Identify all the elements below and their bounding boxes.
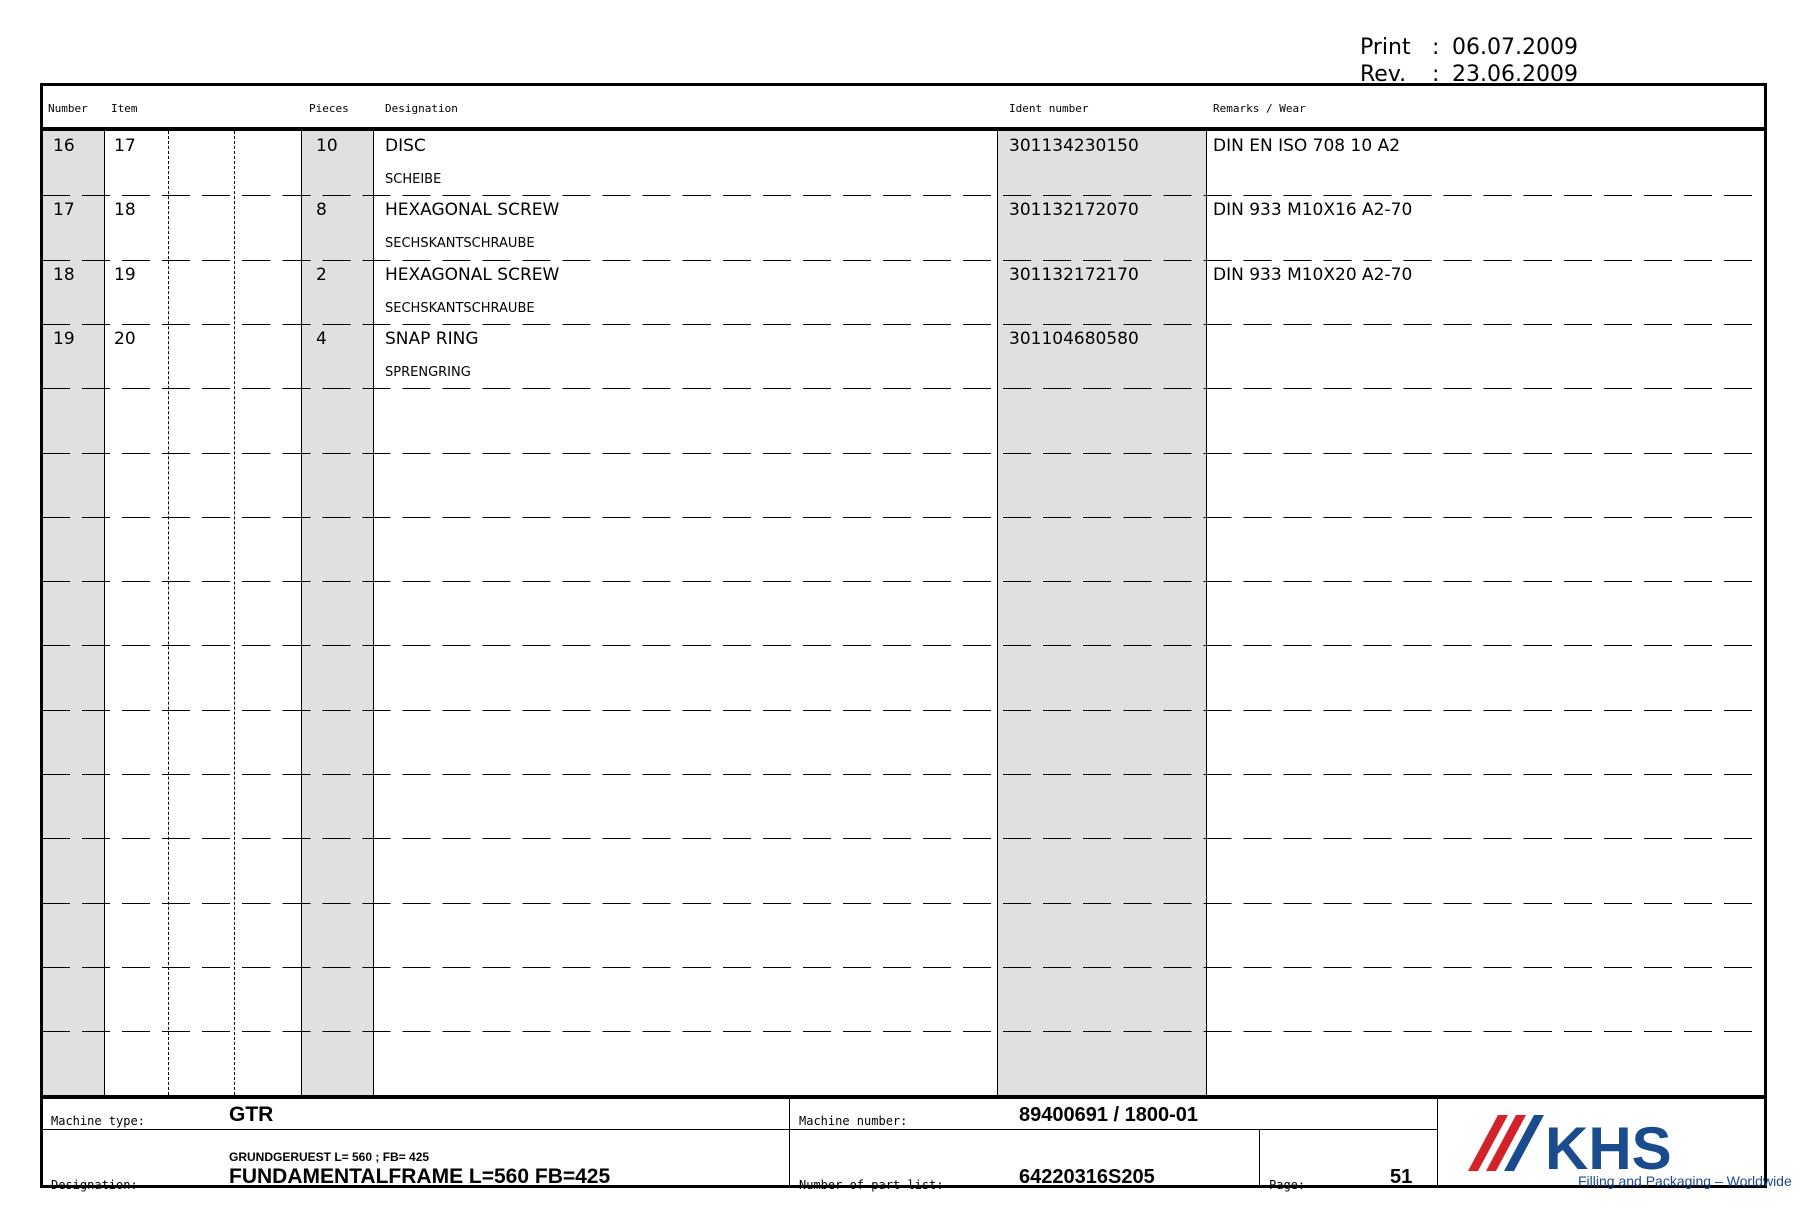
cell-ident: 301132172070 [1009,200,1139,221]
cell-remarks: DIN 933 M10X16 A2-70 [1213,200,1413,221]
header-remarks: Remarks / Wear [1213,102,1306,115]
cell-item: 19 [114,264,136,285]
machine-type-value: GTR [229,1103,274,1126]
designation-german: GRUNDGERUEST L= 560 ; FB= 425 [229,1150,430,1164]
header-designation: Designation [385,102,458,115]
cell-number: 16 [53,136,75,156]
machine-type-label: Machine type: [51,1114,145,1128]
header-item: Item [111,102,138,115]
print-date: 06.07.2009 [1452,35,1578,60]
row-separator [43,774,1758,775]
cell-ident: 301132172170 [1009,264,1139,285]
machine-number-label: Machine number: [799,1114,908,1128]
row-separator [43,838,1758,839]
cell-pieces: 2 [316,264,327,285]
print-info: Print : 06.07.2009 Rev. : 23.06.2009 [1360,35,1578,87]
cell-ident: 301104680580 [1009,328,1139,349]
part-list-value: 64220316S205 [1019,1166,1155,1188]
table-body [43,131,1764,1095]
cell-pieces: 10 [316,136,338,156]
page-label: Page: [1269,1178,1306,1192]
cell-pieces: 4 [316,328,327,349]
parts-list-frame [40,83,1792,1192]
cell-designation-german: SECHSKANTSCHRAUBE [385,236,535,252]
cell-ident: 301134230150 [1009,136,1139,156]
part-list-label: Number of part list: [799,1178,944,1192]
table-header [43,86,1764,131]
rev-label: Rev. [1360,62,1407,87]
cell-item: 20 [114,328,136,349]
cell-item: 18 [114,200,136,221]
page-value: 51 [1390,1166,1413,1188]
table-row [43,260,1764,324]
cell-remarks: DIN 933 M10X20 A2-70 [1213,264,1413,285]
table-row [43,131,1764,195]
print-label: Print [1360,35,1411,60]
table-row [43,195,1764,259]
row-separator [43,710,1758,711]
header-ident-number: Ident number [1009,102,1089,115]
khs-logo-mark [1468,1109,1758,1173]
row-separator [43,324,1758,325]
cell-designation: HEXAGONAL SCREW [385,264,560,285]
cell-remarks: DIN EN ISO 708 10 A2 [1213,136,1401,156]
cell-item: 17 [114,136,136,156]
row-separator [43,517,1758,518]
cell-number: 19 [53,328,75,349]
logo-tagline: Filling and Packaging – Worldwide [1578,1173,1792,1189]
rev-date: 23.06.2009 [1452,62,1578,87]
cell-designation-german: SECHSKANTSCHRAUBE [385,300,535,316]
cell-designation-german: SCHEIBE [385,172,442,187]
designation-label: Designation: [51,1178,138,1192]
header-pieces: Pieces [309,102,349,115]
table-row [43,324,1764,388]
row-separator [43,581,1758,582]
cell-number: 17 [53,200,75,221]
designation-english: FUNDAMENTALFRAME L=560 FB=425 [229,1165,611,1188]
row-separator [43,260,1758,261]
row-separator [43,388,1758,389]
row-separator [43,967,1758,968]
cell-designation-german: SPRENGRING [385,364,471,380]
cell-designation: HEXAGONAL SCREW [385,200,560,221]
khs-logo-text: KHS [1545,1115,1672,1173]
row-separator [43,1031,1758,1032]
cell-pieces: 8 [316,200,327,221]
title-block [43,1095,1792,1192]
machine-number-value: 89400691 / 1800-01 [1019,1104,1199,1126]
khs-logo [1468,1109,1792,1191]
header-number: Number [48,102,88,115]
row-separator [43,453,1758,454]
row-separator [43,195,1758,196]
row-separator [43,645,1758,646]
cell-number: 18 [53,264,75,285]
row-separator [43,903,1758,904]
cell-designation: SNAP RING [385,328,479,349]
cell-designation: DISC [385,136,426,156]
